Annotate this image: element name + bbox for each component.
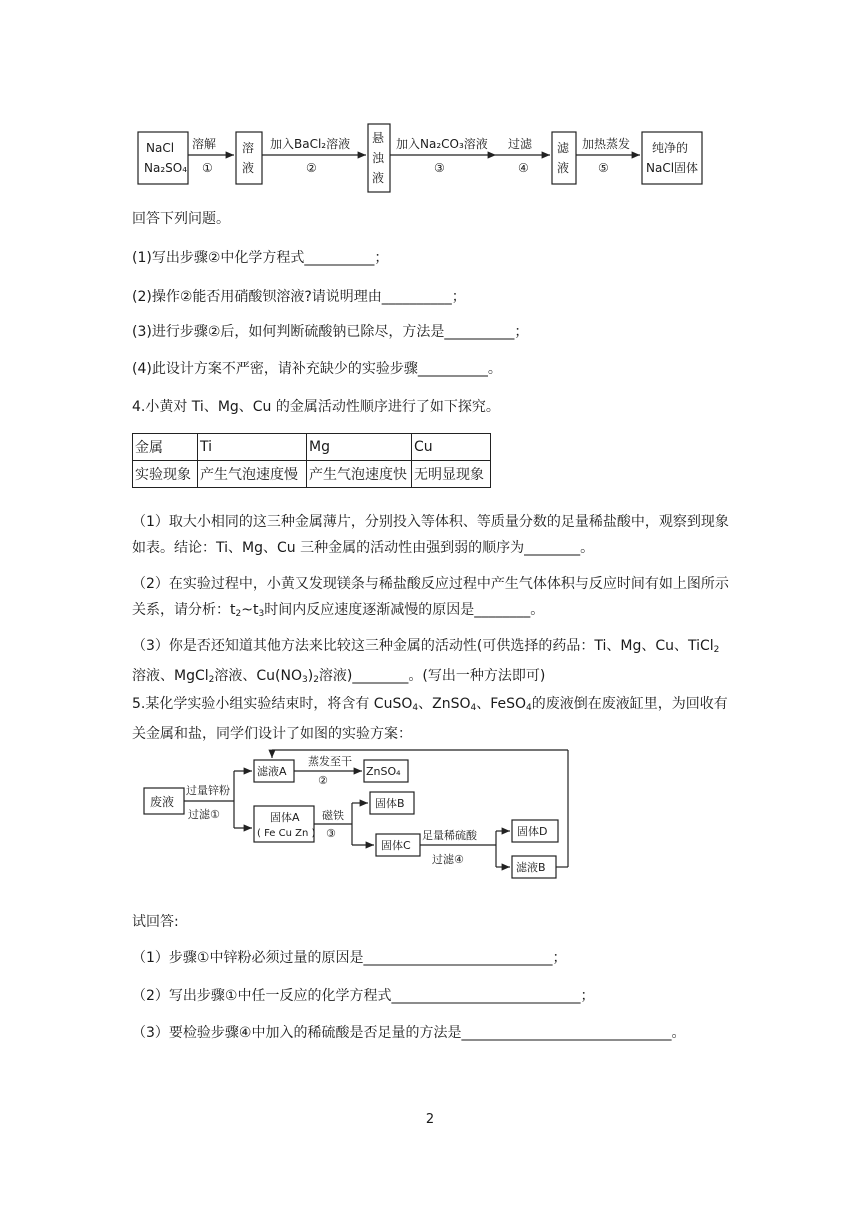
label-solid-d: 固体D bbox=[517, 825, 548, 838]
q5-item-3: （3）要检验步骤④中加入的稀硫酸是否足量的方法是______________________________。 bbox=[132, 1025, 686, 1041]
table-cell: 产生气泡速度快 bbox=[307, 461, 412, 488]
filtrate-char2: 液 bbox=[557, 161, 570, 175]
q3-item-3: (3)进行步骤②后，如何判断硫酸钠已除尽，方法是__________； bbox=[132, 324, 529, 340]
step2-label: 加入BaCl₂溶液 bbox=[270, 137, 351, 151]
q3-item-1: (1)写出步骤②中化学方程式__________； bbox=[132, 250, 389, 266]
label-step2: ② bbox=[318, 774, 328, 787]
box-solution bbox=[236, 132, 262, 184]
label-znso4: ZnSO₄ bbox=[366, 765, 401, 778]
page-number: 2 bbox=[425, 1112, 435, 1127]
step1-num: ① bbox=[202, 161, 213, 175]
q5-item-2: （2）写出步骤①中任一反应的化学方程式___________________________； bbox=[132, 988, 595, 1004]
box-start bbox=[138, 132, 188, 184]
label-evaporate: 蒸发至干 bbox=[308, 755, 352, 768]
label-zinc: 过量锌粉 bbox=[186, 784, 230, 797]
flow-diagram-nacl bbox=[0, 110, 860, 310]
label-magnet: 磁铁 bbox=[322, 809, 344, 822]
table-cell: Ti bbox=[198, 434, 307, 461]
step4-label: 过滤 bbox=[508, 137, 533, 151]
start-line2: Na₂SO₄ bbox=[144, 161, 188, 175]
filtrate-char1: 滤 bbox=[557, 141, 570, 155]
table-cell: 无明显现象 bbox=[412, 461, 491, 488]
table-cell: 金属 bbox=[133, 434, 198, 461]
step1-label: 溶解 bbox=[192, 137, 217, 151]
q4-paragraph-3: （3）你是否还知道其他方法来比较这三种金属的活动性(可供选择的药品：Ti、Mg、Cu、TiCl$_2$溶液、MgCl$_2$溶液、$Cu(NO_3)_2$溶液)________。(写出一种方法即可) bbox=[132, 638, 720, 685]
start-line1: NaCl bbox=[146, 141, 175, 155]
label-solid-b: 固体B bbox=[375, 797, 405, 810]
step5-num: ⑤ bbox=[598, 161, 609, 175]
q4-paragraph-1: （1）取大小相同的这三种金属薄片，分别投入等体积、等质量分数的足量稀盐酸中，观察到现象如表。结论：Ti、Mg、Cu 三种金属的活动性由强到弱的顺序为________。 bbox=[132, 514, 729, 556]
suspension-char2: 浊 bbox=[372, 151, 385, 165]
table-cell: 产生气泡速度慢 bbox=[198, 461, 307, 488]
label-filtrate-a: 滤液A bbox=[257, 765, 287, 778]
label-filtrate-b: 滤液B bbox=[516, 861, 546, 874]
table-cell: Cu bbox=[412, 434, 491, 461]
q5-answer-prompt: 试回答: bbox=[132, 914, 179, 930]
flow-diagram-waste bbox=[0, 744, 860, 894]
end-line1: 纯净的 bbox=[652, 141, 689, 155]
label-solid-c: 固体C bbox=[381, 839, 411, 852]
q5-item-1: （1）步骤①中锌粉必须过量的原因是___________________________； bbox=[132, 950, 567, 966]
step3-label: 加入Na₂CO₃溶液 bbox=[396, 137, 488, 151]
label-solid-a: 固体A bbox=[270, 811, 300, 824]
table-cell: Mg bbox=[307, 434, 412, 461]
q3-item-2: (2)操作②能否用硝酸钡溶液?请说明理由__________； bbox=[132, 289, 466, 305]
q5-title: 5.某化学实验小组实验结束时，将含有 CuSO$_4$、ZnSO$_4$、FeSO$_4$的废液倒在废液缸里，为回收有关金属和盐，同学们设计了如图的实验方案： bbox=[132, 696, 728, 742]
step3-num: ③ bbox=[434, 161, 445, 175]
suspension-char1: 悬 bbox=[372, 131, 385, 145]
label-filter4: 过滤④ bbox=[432, 853, 464, 866]
end-line2: NaCl固体 bbox=[646, 161, 699, 175]
solution-char1: 溶 bbox=[242, 141, 255, 155]
label-filter1: 过滤① bbox=[188, 808, 220, 821]
label-waste: 废液 bbox=[150, 795, 175, 809]
label-solid-a-sub: ( Fe Cu Zn ) bbox=[257, 828, 316, 839]
q4-title: 4.小黄对 Ti、Mg、Cu 的金属活动性顺序进行了如下探究。 bbox=[132, 399, 500, 415]
q4-paragraph-2: （2）在实验过程中，小黄又发现镁条与稀盐酸反应过程中产生气体体积与反应时间有如上图所示关系，请分析：$t_2\sim t_3$时间内反应速度逐渐减慢的原因是________。 bbox=[132, 576, 729, 619]
q3-intro: 回答下列问题。 bbox=[132, 211, 230, 227]
table-row bbox=[133, 461, 491, 488]
table-row bbox=[133, 434, 491, 461]
step2-num: ② bbox=[306, 161, 317, 175]
label-step3: ③ bbox=[326, 827, 336, 840]
solution-char2: 液 bbox=[242, 161, 255, 175]
step5-label: 加热蒸发 bbox=[582, 137, 631, 151]
box-end bbox=[642, 132, 702, 184]
q3-item-4: (4)此设计方案不严密，请补充缺少的实验步骤__________。 bbox=[132, 361, 502, 377]
metal-table bbox=[132, 433, 491, 488]
label-acid: 足量稀硫酸 bbox=[422, 829, 477, 842]
box-filtrate bbox=[552, 132, 576, 184]
table-cell: 实验现象 bbox=[133, 461, 198, 488]
suspension-char3: 液 bbox=[372, 171, 385, 185]
step4-num: ④ bbox=[518, 161, 529, 175]
